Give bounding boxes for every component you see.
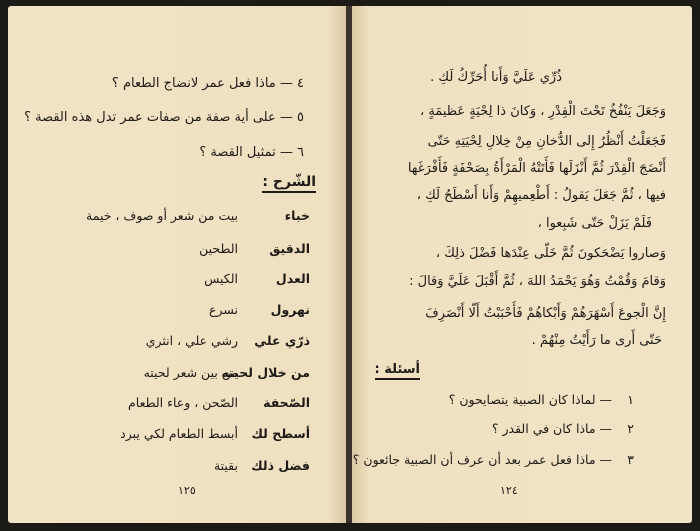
asila-underline [375,378,420,380]
sharh-heading [262,174,316,193]
question-text: — لماذا كان الصبية يتصايحون ؟ [448,392,612,407]
glossary-definition: أبسط الطعام لكي يبرد [120,426,238,441]
glossary-definition: الكيس [204,271,238,286]
text-line: أَنْضَجَ الْقِدْرَ ثُمَّ أَنْزَلَها فَأَتَتْهُ الْمَرْأَةُ بِصَحْفَةٍ فَأَفْرَغَها [407,161,666,176]
glossary-term: العدل [275,271,310,286]
glossary-term: خباء [284,208,310,223]
glossary-definition: بقيتة [213,458,238,473]
page-number: ١٢٥ [178,484,196,497]
glossary-term: نهرول [270,302,310,317]
glossary-row [8,458,346,478]
glossary-row [8,271,346,291]
text-line: وَقامَ وَقُمْتُ وَهُوَ يَحْمَدُ اللهَ ، ثُمَّ أَقْبَلَ عَلَيَّ وَقالَ : [409,274,666,289]
glossary-definition: الصّحن ، وعاء الطعام [128,395,238,410]
text-line: فَلَمْ يَزَلْ حَتّى شَبِعوا ، [537,216,652,231]
question-number: ٣ [627,452,634,467]
glossary-row [8,426,346,446]
text-line: وَجَعَلَ يَنْفُخُ تَحْتَ الْقِدْرِ ، وَكانَ ذا لِحْيَةٍ عَظيمَةٍ ، [420,104,666,119]
question-5: ٥ — على أية صفة من صفات عمر تدل هذه القصة ؟ [24,110,304,125]
glossary-term: الصّحفة [263,395,310,410]
asila-heading [375,362,420,380]
glossary-definition: من بين شعر لحيته [143,365,238,380]
left-page [8,6,346,523]
glossary-row [8,395,346,415]
text-line: إِنَّ الْجوعَ أَسْهَرَهُمْ وَأَبْكاهُمْ فَأَحْبَبْتُ أَلّا أَنْصَرِفَ [425,306,666,321]
right-page [352,6,692,523]
glossary-term: فضل ذلك [251,458,310,473]
text-line: حَتّى أَرى ما رَأَيْتُ مِنْهُمْ . [531,333,662,348]
question-6: ٦ — تمثيل القصة ؟ [199,145,304,160]
question-text: — ماذا فعل عمر بعد أن عرف أن الصبية جائعون ؟ [352,452,612,467]
question-text: — ماذا كان في القدر ؟ [491,421,612,436]
text-line: وَصاروا يَضْحَكونَ ثُمَّ خَلّى عِنْدَها فَضْلَ ذلِكَ ، [435,246,666,261]
question-number: ٢ [627,421,634,436]
glossary-term: أسطح لك [251,426,310,441]
glossary-row [8,302,346,322]
glossary-row [8,333,346,353]
question-4: ٤ — ماذا فعل عمر لانضاج الطعام ؟ [111,76,304,91]
sharh-underline [262,191,316,193]
text-line: فَجَعَلْتُ أَنْظُرُ إِلى الدُّخانِ مِنْ خِلالِ لِحْيَتِهِ حَتّى [427,134,666,149]
sharh-heading-text: الشّرح : [262,174,316,190]
text-line: فيها ، ثُمَّ جَعَلَ يَقولُ : أَطْعِميهِمْ وَأَنا أَسْطَحُ لَكِ ، [416,188,666,203]
glossary-definition: بيت من شعر أو صوف ، خيمة [86,208,238,223]
glossary-row [8,365,346,385]
glossary-row [8,208,346,228]
glossary-definition: رشي علي ، انثري [145,333,238,348]
page-number: ١٢٤ [500,484,518,497]
question-number: ١ [627,392,634,407]
asila-heading-text: أسئلة : [374,362,420,377]
glossary-term: من خلال لحيته [221,365,310,380]
glossary-term: الدقيق [269,241,310,256]
glossary-definition: نسرع [209,302,238,317]
text-line: ذُرِّي عَلَيَّ وَأَنا أُحَرِّكُ لَكِ . [430,70,562,85]
glossary-term: ذرّي علي [254,333,310,348]
glossary-row [8,241,346,261]
glossary-definition: الطحين [199,241,238,256]
